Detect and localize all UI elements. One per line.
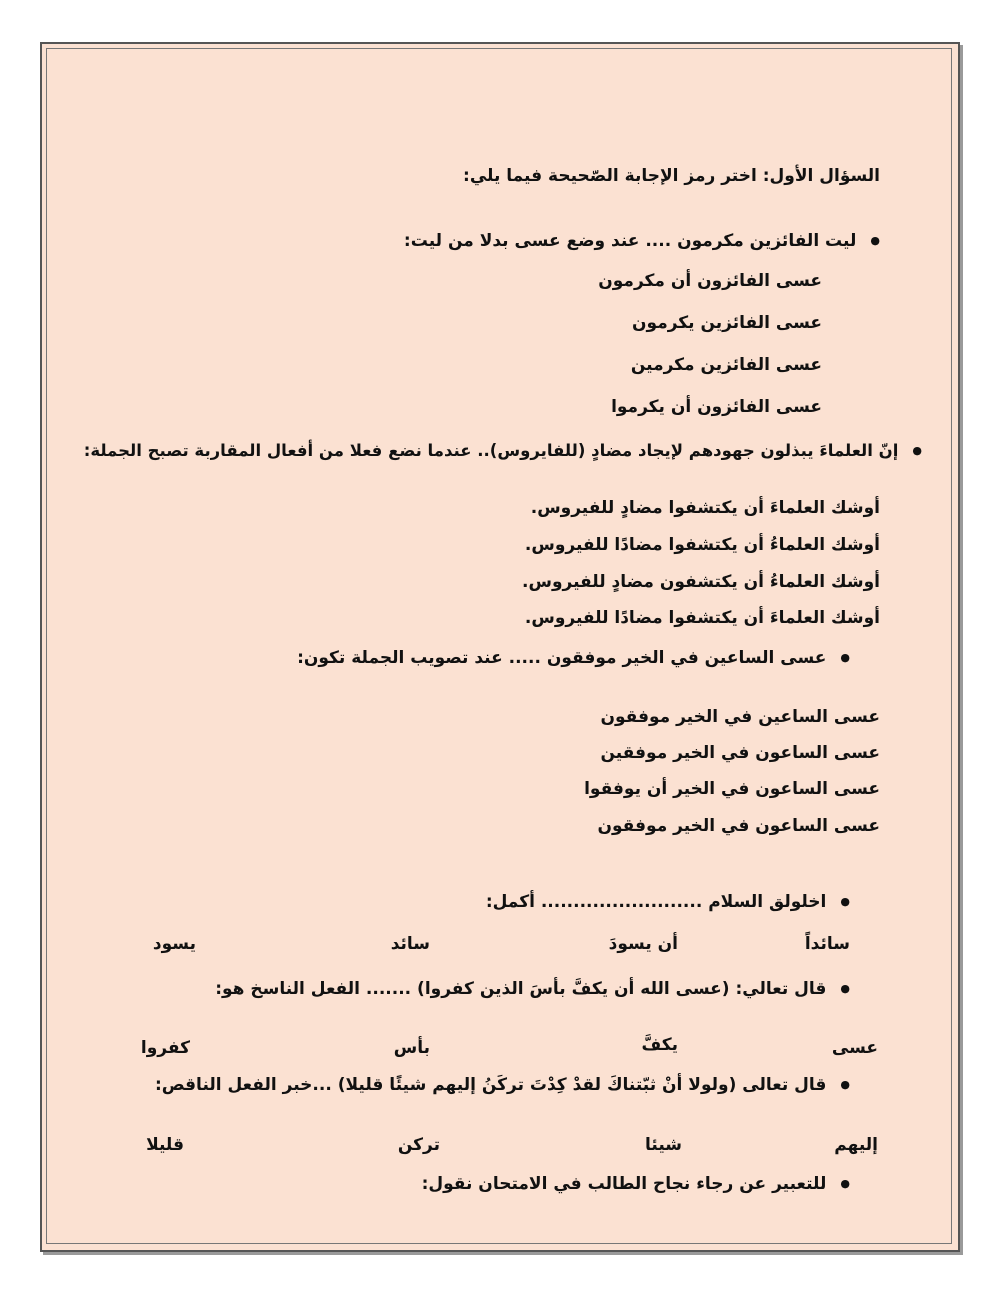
q2-option-2[interactable]: أوشك العلماءُ أن يكتشفوا مضادًا للفيروس. (524, 535, 880, 555)
q1-option-4[interactable]: عسى الفائزون أن يكرموا (611, 397, 822, 417)
q4-option-1[interactable]: سائداً (804, 934, 850, 954)
q6-option-4[interactable]: قليلا (146, 1135, 184, 1155)
question-6-text: قال تعالى (ولولا أنْ ثبّتناكَ لقدْ كِدْتَ تركَنُ إليهم شيئًا قليلا) ...خبر الفعل الناقص: (154, 1075, 827, 1095)
q2-option-4[interactable]: أوشك العلماءَ أن يكتشفوا مضادًا للفيروس. (524, 608, 880, 628)
q6-option-1[interactable]: إليهم (834, 1135, 878, 1155)
q1-option-3[interactable]: عسى الفائزين مكرمين (630, 355, 822, 375)
question-3-stem (297, 646, 850, 670)
q2-option-1[interactable]: أوشك العلماءَ أن يكتشفوا مضادٍ للفيروس. (530, 498, 880, 518)
q5-option-2[interactable]: يكفَّ (641, 1035, 678, 1055)
q3-option-4[interactable]: عسى الساعون في الخير موفقون (597, 816, 880, 836)
q5-option-4[interactable]: كفروا (140, 1038, 190, 1058)
question-6-stem (155, 1073, 850, 1097)
question-4-stem (486, 890, 850, 914)
q3-option-1[interactable]: عسى الساعين في الخير موفقون (600, 707, 880, 727)
question-2-text: إنّ العلماءَ يبذلون جهودهم لإيجاد مضادٍ (للفايروس).. عندما نضع فعلا من أفعال المقاربة تصبح الجملة: (83, 441, 899, 460)
q4-option-3[interactable]: سائد (390, 934, 430, 954)
question-4-text: اخلولق السلام ......................... أكمل: (485, 892, 827, 912)
question-5-text: قال تعالي: (عسى الله أن يكفَّ بأسَ الذين كفروا) ....... الفعل الناسخ هو: (215, 979, 827, 999)
question-title: السؤال الأول: اختر رمز الإجابة الصّحيحة فيما يلي: (463, 166, 880, 186)
q6-option-2[interactable]: شيئا (645, 1135, 682, 1155)
question-1-stem (404, 229, 880, 253)
q3-option-3[interactable]: عسى الساعون في الخير أن يوفقوا (584, 779, 880, 799)
question-1-text: ليت الفائزين مكرمون .... عند وضع عسى بدلا من ليت: (403, 231, 857, 251)
q4-option-2[interactable]: أن يسودَ (608, 934, 678, 954)
question-5-stem (215, 977, 850, 1001)
q1-option-1[interactable]: عسى الفائزون أن مكرمون (598, 271, 822, 291)
q1-option-2[interactable]: عسى الفائزين يكرمون (632, 313, 822, 333)
q3-option-2[interactable]: عسى الساعون في الخير موفقين (600, 743, 880, 763)
question-2-stem (84, 439, 922, 463)
q5-option-1[interactable]: عسى (831, 1038, 878, 1058)
q2-option-3[interactable]: أوشك العلماءُ أن يكتشفون مضادٍ للفيروس. (522, 572, 880, 592)
question-7-text: للتعبير عن رجاء نجاح الطالب في الامتحان نقول: (421, 1174, 827, 1194)
q4-option-4[interactable]: يسود (152, 934, 196, 954)
q5-option-3[interactable]: بأس (393, 1038, 430, 1058)
question-3-text: عسى الساعين في الخير موفقون ..... عند تصويب الجملة تكون: (297, 648, 827, 668)
question-7-stem (422, 1172, 850, 1196)
q6-option-3[interactable]: تركن (397, 1135, 440, 1155)
